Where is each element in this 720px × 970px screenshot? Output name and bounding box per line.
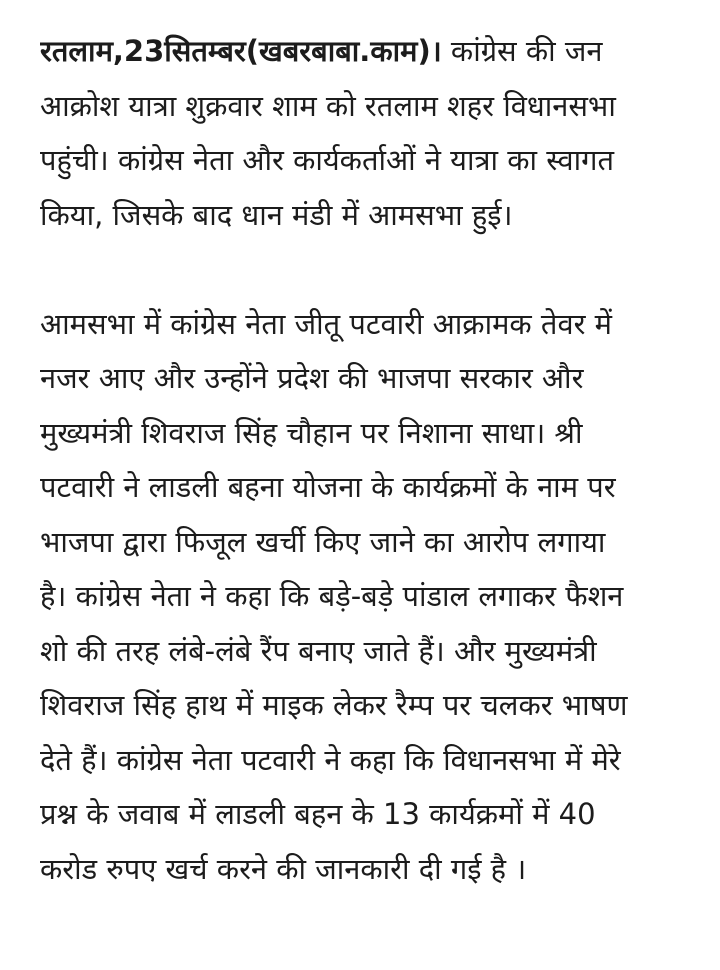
paragraph-intro	[40, 24, 680, 242]
text-line: भाजपा द्वारा फिजूल खर्ची किए जाने का आरोप लगाया	[40, 524, 606, 559]
text-line: आमसभा में कांग्रेस नेता जीतू पटवारी आक्रामक तेवर में	[40, 306, 612, 341]
text-line	[40, 24, 680, 79]
text-line: शिवराज सिंह हाथ में माइक लेकर रैम्प पर चलकर भाषण	[40, 688, 628, 722]
text-line: करोड रुपए खर्च करने की जानकारी दी गई है ।	[40, 851, 527, 886]
text-line: पटवारी ने लाडली बहना योजना के कार्यक्रमों के नाम पर	[40, 470, 616, 504]
text-line: नजर आए और उन्होंने प्रदेश की भाजपा सरकार और	[40, 361, 584, 395]
text-line: प्रश्न के जवाब में लाडली बहन के 13 कार्यक्रमों में 40	[40, 797, 596, 831]
text-line: आक्रोश यात्रा शुक्रवार शाम को रतलाम शहर विधानसभा	[40, 88, 616, 123]
text-line: देते हैं। कांग्रेस नेता पटवारी ने कहा कि विधानसभा में मेरे	[40, 742, 621, 777]
text-line: मुख्यमंत्री शिवराज सिंह चौहान पर निशाना साधा। श्री	[40, 415, 583, 450]
paragraph-speech	[40, 297, 680, 897]
intro-text: कांग्रेस की जन	[441, 34, 603, 68]
text-line: किया, जिसके बाद धान मंडी में आमसभा हुई।	[40, 197, 513, 232]
paragraph-spacer	[40, 242, 680, 297]
text-line: है। कांग्रेस नेता ने कहा कि बड़े-बड़े पांडाल लगाकर फैशन	[40, 579, 624, 613]
text-line: पहुंची। कांग्रेस नेता और कार्यकर्ताओं ने यात्रा का स्वागत	[40, 143, 614, 177]
text-line: शो की तरह लंबे-लंबे रैंप बनाए जाते हैं। और मुख्यमंत्री	[40, 633, 597, 668]
dateline: रतलाम,23सितम्बर(खबरबाबा.काम)।	[40, 34, 442, 68]
article-body	[40, 24, 680, 896]
